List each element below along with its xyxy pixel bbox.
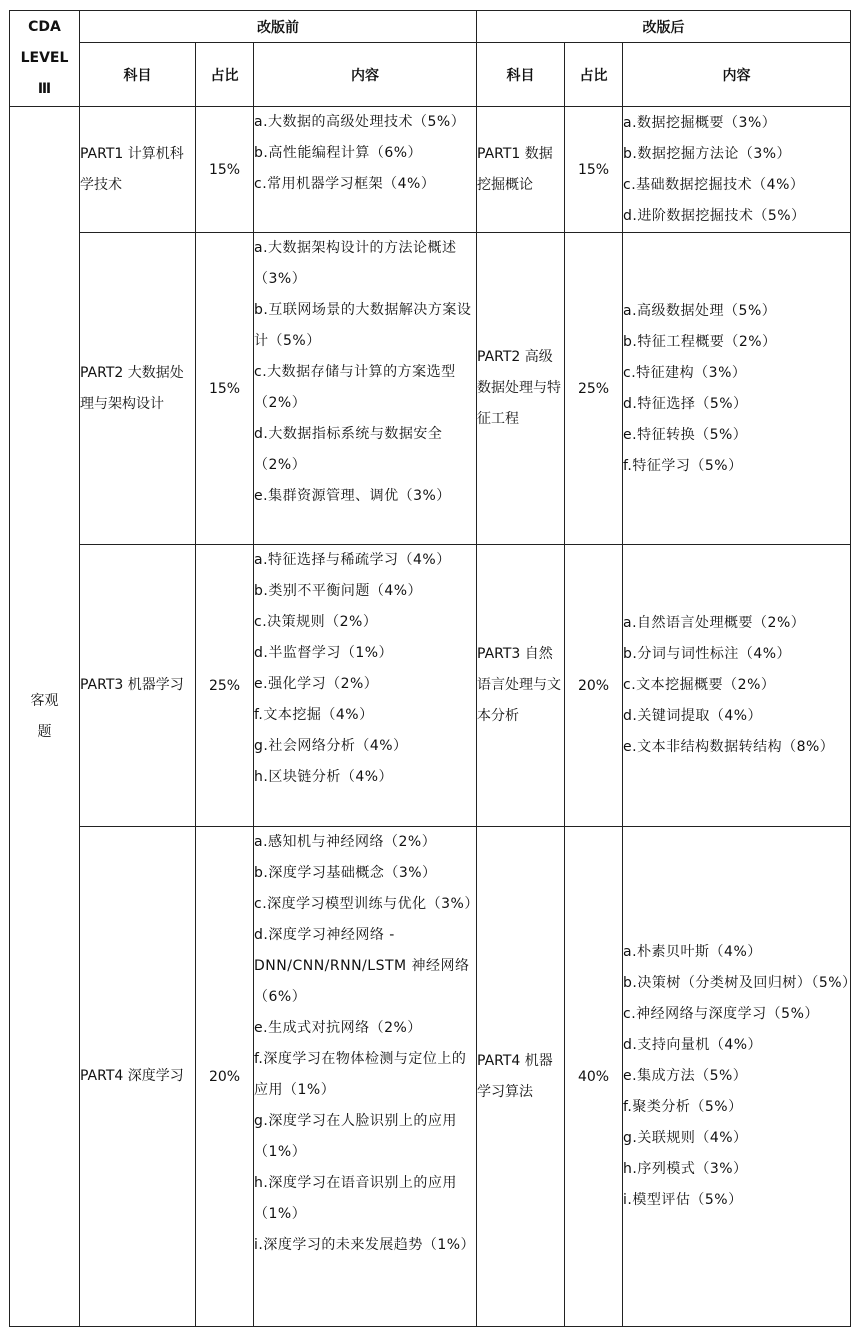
before-ratio: 25% xyxy=(196,545,254,827)
list-item: a.数据挖掘概要（3%） xyxy=(623,114,777,131)
list-item: a.朴素贝叶斯（4%） xyxy=(623,944,762,960)
list-item: c.基础数据挖掘技术（4%） xyxy=(623,176,805,193)
before-ratio-header: 占比 xyxy=(196,43,254,107)
before-subject: PART1 计算机科学技术 xyxy=(80,107,196,233)
after-content xyxy=(623,107,851,233)
table-row xyxy=(10,827,851,1327)
list-item: c.大数据存储与计算的方案选型（2%） xyxy=(254,364,456,411)
category-cell xyxy=(10,107,80,1327)
list-item: b.分词与词性标注（4%） xyxy=(623,646,792,662)
list-item: h.深度学习在语音识别上的应用（1%） xyxy=(254,1175,457,1222)
list-item: d.半监督学习（1%） xyxy=(254,645,394,661)
before-ratio: 15% xyxy=(196,107,254,233)
after-ratio: 25% xyxy=(565,233,623,545)
after-content xyxy=(623,233,851,545)
list-item: g.关联规则（4%） xyxy=(623,1130,748,1146)
list-item: b.高性能编程计算（6%） xyxy=(254,145,423,161)
list-item: b.数据挖掘方法论（3%） xyxy=(623,145,792,162)
list-item: d.特征选择（5%） xyxy=(623,395,748,412)
list-item: a.自然语言处理概要（2%） xyxy=(623,615,806,631)
after-content xyxy=(623,827,857,1327)
list-item: c.神经网络与深度学习（5%） xyxy=(623,1006,819,1022)
list-item: c.特征建构（3%） xyxy=(623,364,747,381)
list-item: e.生成式对抗网络（2%） xyxy=(254,1020,422,1036)
before-content xyxy=(254,827,477,1327)
after-subject: PART3 自然语言处理与文本分析 xyxy=(477,545,565,827)
before-ratio: 20% xyxy=(196,827,254,1327)
list-item: i.模型评估（5%） xyxy=(623,1192,743,1208)
list-item: d.深度学习神经网络 -DNN/CNN/RNN/LSTM 神经网络（6%） xyxy=(254,927,470,1005)
list-item: d.支持向量机（4%） xyxy=(623,1037,763,1053)
list-item: b.特征工程概要（2%） xyxy=(623,333,777,350)
list-item: a.大数据架构设计的方法论概述（3%） xyxy=(254,240,457,287)
list-item: b.深度学习基础概念（3%） xyxy=(254,865,437,881)
comparison-table xyxy=(9,10,857,1327)
list-item: f.特征学习（5%） xyxy=(623,457,743,474)
list-item: c.深度学习模型训练与优化（3%） xyxy=(254,896,479,912)
after-content-header: 内容 xyxy=(623,43,851,107)
list-item: f.文本挖掘（4%） xyxy=(254,707,374,723)
list-item: b.互联网场景的大数据解决方案设计（5%） xyxy=(254,302,472,349)
level-line-1: CDA xyxy=(28,19,61,35)
table-row xyxy=(10,107,851,233)
list-item: h.区块链分析（4%） xyxy=(254,769,394,785)
table-row xyxy=(10,545,851,827)
after-subject: PART2 高级数据处理与特征工程 xyxy=(477,233,565,545)
list-item: c.文本挖掘概要（2%） xyxy=(623,677,776,693)
list-item: a.感知机与神经网络（2%） xyxy=(254,834,437,850)
after-ratio: 20% xyxy=(565,545,623,827)
list-item: d.进阶数据挖掘技术（5%） xyxy=(623,207,806,224)
before-subject-header: 科目 xyxy=(80,43,196,107)
category-label: 客观题 xyxy=(30,692,59,740)
header-row-columns xyxy=(10,43,851,107)
after-ratio-header: 占比 xyxy=(565,43,623,107)
list-item: c.常用机器学习框架（4%） xyxy=(254,176,436,192)
before-content-header: 内容 xyxy=(254,43,477,107)
after-subject: PART1 数据挖掘概论 xyxy=(477,107,565,233)
header-row-top xyxy=(10,11,851,43)
list-item: e.集群资源管理、调优（3%） xyxy=(254,488,451,504)
before-subject: PART2 大数据处理与架构设计 xyxy=(80,233,196,545)
list-item: b.类别不平衡问题（4%） xyxy=(254,583,423,599)
after-content xyxy=(623,545,851,827)
list-item: c.决策规则（2%） xyxy=(254,614,378,630)
list-item: f.聚类分析（5%） xyxy=(623,1099,743,1115)
before-header: 改版前 xyxy=(80,11,477,43)
list-item: a.特征选择与稀疏学习（4%） xyxy=(254,552,451,568)
list-item: e.特征转换（5%） xyxy=(623,426,748,443)
list-item: d.大数据指标系统与数据安全（2%） xyxy=(254,426,443,473)
level-line-3: Ⅲ xyxy=(37,81,52,97)
list-item: g.社会网络分析（4%） xyxy=(254,738,408,754)
after-ratio: 15% xyxy=(565,107,623,233)
before-content xyxy=(254,233,477,545)
list-item: e.文本非结构数据转结构（8%） xyxy=(623,739,835,755)
table-row xyxy=(10,233,851,545)
after-subject: PART4 机器学习算法 xyxy=(477,827,565,1327)
list-item: a.高级数据处理（5%） xyxy=(623,302,777,319)
list-item: h.序列模式（3%） xyxy=(623,1161,748,1177)
list-item: a.大数据的高级处理技术（5%） xyxy=(254,114,466,130)
before-subject: PART3 机器学习 xyxy=(80,545,196,827)
before-content xyxy=(254,545,477,827)
after-ratio: 40% xyxy=(565,827,623,1327)
list-item: f.深度学习在物体检测与定位上的应用（1%） xyxy=(254,1051,467,1098)
list-item: e.集成方法（5%） xyxy=(623,1068,748,1084)
before-ratio: 15% xyxy=(196,233,254,545)
list-item: e.强化学习（2%） xyxy=(254,676,379,692)
after-subject-header: 科目 xyxy=(477,43,565,107)
list-item: b.决策树（分类树及回归树）（5%） xyxy=(623,975,857,991)
before-subject: PART4 深度学习 xyxy=(80,827,196,1327)
after-header: 改版后 xyxy=(477,11,851,43)
level-header xyxy=(10,11,80,107)
level-line-2: LEVEL xyxy=(20,50,69,66)
list-item: d.关键词提取（4%） xyxy=(623,708,763,724)
before-content xyxy=(254,107,477,233)
list-item: i.深度学习的未来发展趋势（1%） xyxy=(254,1237,476,1253)
list-item: g.深度学习在人脸识别上的应用（1%） xyxy=(254,1113,457,1160)
